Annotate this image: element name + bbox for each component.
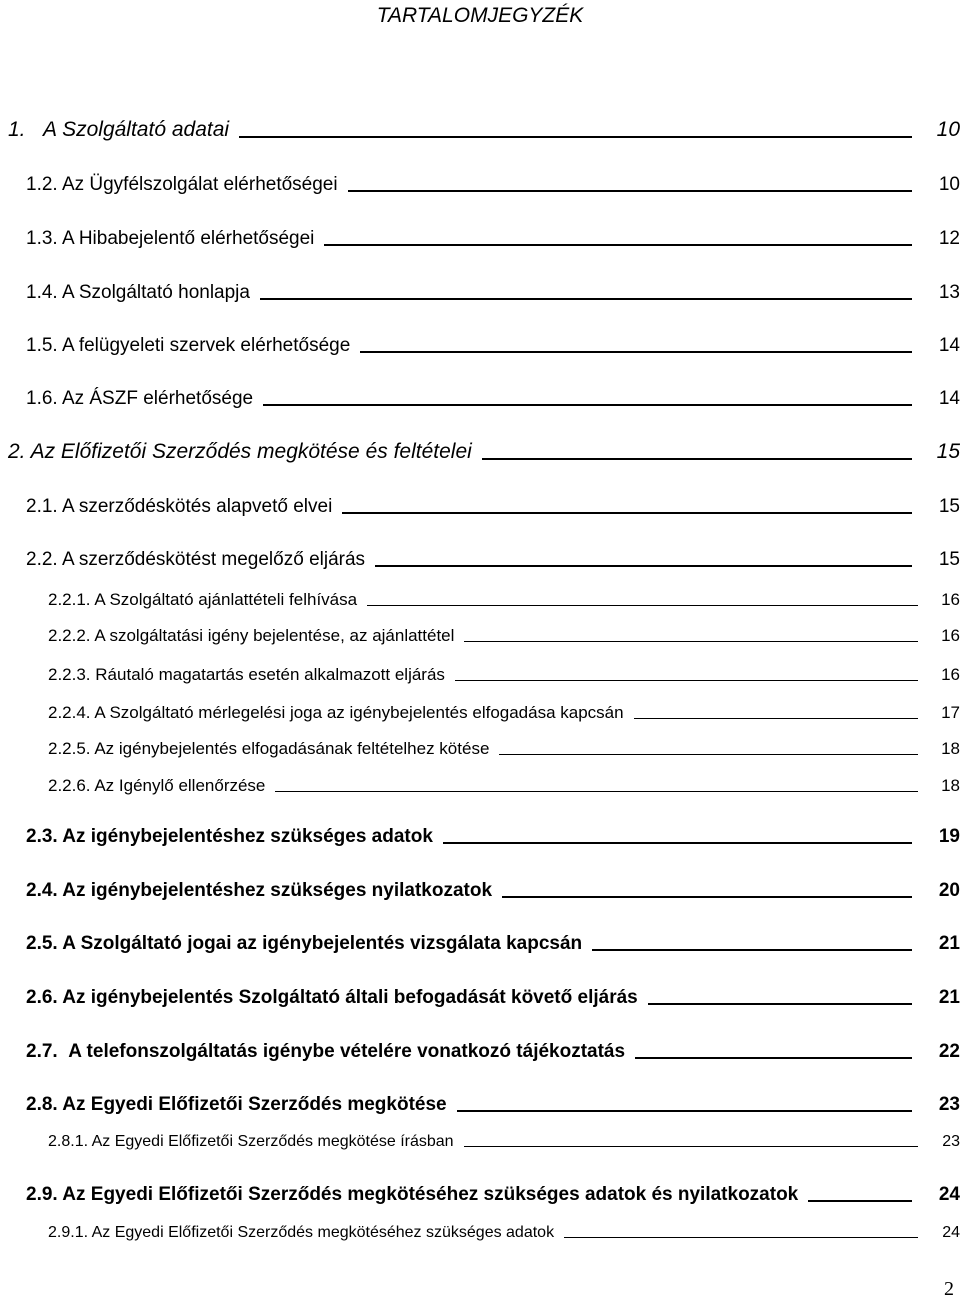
toc-entry[interactable]: [48, 703, 960, 723]
toc-entry-label: [48, 590, 357, 610]
toc-leader: [464, 641, 918, 642]
toc-entry[interactable]: [26, 880, 960, 902]
toc-page: 15: [936, 440, 960, 463]
toc-text: A telefonszolgáltatás igénybe vételére vonatkozó tájékoztatás: [68, 1041, 626, 1062]
toc-title: TARTALOMJEGYZÉK: [376, 4, 584, 27]
toc-leader: [634, 718, 918, 719]
toc-leader: [564, 1237, 918, 1238]
toc-text: Az igénybejelentés Szolgáltató általi befogadását követő eljárás: [62, 987, 638, 1008]
toc-leader: [275, 791, 918, 792]
toc-page: 10: [936, 118, 960, 141]
toc-leader: [375, 565, 912, 567]
toc-text: A Szolgáltató mérlegelési joga az igénybejelentés elfogadása kapcsán: [94, 703, 624, 722]
toc-text: Az igénybejelentés elfogadásának feltételhez kötése: [94, 739, 490, 758]
toc-text: A felügyeleti szervek elérhetősége: [61, 335, 351, 356]
toc-entry[interactable]: [48, 665, 960, 685]
toc-number: 2.6.: [26, 987, 58, 1008]
toc-number: 1.6.: [26, 388, 58, 409]
toc-page: 15: [938, 496, 960, 517]
toc-number: 2.2.4.: [48, 703, 91, 722]
toc-text: Ráutaló magatartás esetén alkalmazott eljárás: [95, 665, 445, 684]
toc-entry-label: [26, 549, 365, 571]
toc-leader: [348, 190, 912, 192]
toc-leader: [360, 351, 912, 353]
toc-entry[interactable]: [48, 739, 960, 759]
toc-entry[interactable]: [26, 496, 960, 518]
toc-entry-label: [48, 626, 454, 646]
toc-text: A szerződéskötést megelőző eljárás: [61, 549, 366, 570]
toc-leader: [464, 1146, 918, 1147]
toc-page: 10: [938, 174, 960, 195]
toc-leader: [457, 1110, 912, 1112]
toc-leader: [443, 842, 912, 844]
toc-page: 16: [941, 590, 960, 609]
toc-leader: [502, 896, 912, 898]
toc-number: 1.: [8, 118, 26, 141]
toc-entry-label: [48, 703, 624, 723]
toc-number: 1.5.: [26, 335, 58, 356]
toc-number: 2.9.1.: [48, 1224, 89, 1241]
toc-leader: [592, 949, 912, 951]
toc-page: 18: [941, 739, 960, 758]
toc-number: 2.2.5.: [48, 739, 91, 758]
toc-page: 20: [938, 880, 960, 901]
toc-entry[interactable]: [26, 933, 960, 955]
toc-page: 13: [938, 282, 960, 303]
toc-entry-label: [26, 826, 433, 848]
toc-number: 2.5.: [26, 933, 58, 954]
toc-entry[interactable]: [26, 388, 960, 410]
toc-page: 14: [938, 388, 960, 409]
toc-entry[interactable]: [48, 1224, 960, 1242]
toc-entry[interactable]: [26, 335, 960, 357]
toc-entry-label: [8, 440, 472, 464]
toc-leader: [324, 244, 912, 246]
toc-text: A Hibabejelentő elérhetőségei: [61, 228, 315, 249]
toc-number: 2.8.1.: [48, 1133, 89, 1150]
toc-page: 16: [941, 626, 960, 645]
toc-entry[interactable]: [26, 174, 960, 196]
toc-page: 14: [938, 335, 960, 356]
toc-number: 1.4.: [26, 282, 58, 303]
toc-text: Az Egyedi Előfizetői Szerződés megkötéséhez szükséges adatok: [91, 1224, 555, 1241]
toc-leader: [482, 458, 912, 460]
toc-text: A szerződéskötés alapvető elvei: [61, 496, 333, 517]
toc-number: 2.1.: [26, 496, 58, 517]
toc-entry[interactable]: [48, 1133, 960, 1151]
toc-entry[interactable]: [26, 1041, 960, 1063]
toc-page: 21: [938, 933, 960, 954]
toc-page: 24: [938, 1184, 960, 1205]
toc-leader: [260, 298, 912, 300]
toc-entry-label: [8, 118, 229, 142]
toc-leader: [808, 1200, 912, 1202]
toc-page: 23: [938, 1094, 960, 1115]
toc-number: 2.7.: [26, 1041, 58, 1062]
toc-page: 16: [941, 665, 960, 684]
toc-entry[interactable]: [26, 282, 960, 304]
toc-entry-label: [26, 1041, 625, 1063]
toc-number: 2.2.3.: [48, 665, 91, 684]
toc-text: A Szolgáltató ajánlattételi felhívása: [94, 590, 358, 609]
toc-entry-label: [48, 665, 445, 685]
toc-text: A Szolgáltató honlapja: [61, 282, 250, 303]
toc-page: 19: [938, 826, 960, 847]
toc-entry[interactable]: [26, 1184, 960, 1206]
toc-entry-label: [26, 388, 253, 410]
toc-number: 1.3.: [26, 228, 58, 249]
toc-leader: [239, 136, 912, 138]
toc-leader: [499, 754, 918, 755]
toc-text: Az Egyedi Előfizetői Szerződés megkötéséhez szükséges adatok és nyilatkozatok: [62, 1184, 799, 1205]
toc-page: 21: [938, 987, 960, 1008]
toc-text: Az Előfizetői Szerződés megkötése és feltételei: [30, 440, 472, 463]
toc-entry[interactable]: [26, 1094, 960, 1116]
toc-number: 2.8.: [26, 1094, 58, 1115]
toc-entry-label: [26, 1184, 798, 1206]
toc-entry-label: [26, 1094, 447, 1116]
toc-leader: [367, 605, 918, 606]
toc-text: Az igénybejelentéshez szükséges nyilatkozatok: [62, 880, 493, 901]
toc-entry-label: [26, 282, 250, 304]
toc-entry[interactable]: [26, 826, 960, 848]
toc-number: 2.4.: [26, 880, 58, 901]
toc-page: 24: [942, 1224, 960, 1241]
toc-entry[interactable]: [26, 228, 960, 250]
toc-number: 2.: [8, 440, 26, 463]
toc-number: 1.2.: [26, 174, 58, 195]
toc-text: Az Ügyfélszolgálat elérhetőségei: [61, 174, 338, 195]
page-number: 2: [944, 1278, 954, 1300]
toc-leader: [635, 1057, 912, 1059]
toc-page: 15: [938, 549, 960, 570]
toc-entry[interactable]: [8, 118, 960, 142]
toc-leader: [455, 680, 918, 681]
toc-page: 12: [938, 228, 960, 249]
toc-entry-label: [26, 174, 338, 196]
toc-text: A szolgáltatási igény bejelentése, az ajánlattétel: [94, 626, 455, 645]
toc-number: 2.2.1.: [48, 590, 91, 609]
toc-page: 23: [942, 1133, 960, 1150]
toc-entry-label: [26, 496, 332, 518]
toc-entry[interactable]: [48, 590, 960, 610]
toc-text: A Szolgáltató adatai: [43, 118, 230, 141]
toc-entry-label: [48, 1133, 454, 1151]
toc-entry-label: [48, 776, 265, 796]
toc-page: 17: [941, 703, 960, 722]
toc-entry-label: [26, 987, 638, 1009]
toc-entry[interactable]: [26, 549, 960, 571]
toc-entry-label: [48, 1224, 554, 1242]
toc-entry[interactable]: [26, 987, 960, 1009]
toc-leader: [648, 1003, 912, 1005]
toc-entry-label: [26, 880, 492, 902]
toc-entry-label: [26, 335, 350, 357]
toc-entry-label: [26, 228, 314, 250]
toc-text: Az ÁSZF elérhetősége: [61, 388, 254, 409]
toc-text: A Szolgáltató jogai az igénybejelentés vizsgálata kapcsán: [62, 933, 583, 954]
toc-text: Az igénybejelentéshez szükséges adatok: [62, 826, 433, 847]
toc-number: 2.3.: [26, 826, 58, 847]
toc-text: Az Igénylő ellenőrzése: [94, 776, 266, 795]
toc-leader: [342, 512, 912, 514]
toc-number: 2.9.: [26, 1184, 58, 1205]
toc-text: Az Egyedi Előfizetői Szerződés megkötése írásban: [91, 1133, 454, 1150]
toc-leader: [263, 404, 912, 406]
toc-text: Az Egyedi Előfizetői Szerződés megkötése: [62, 1094, 447, 1115]
toc-entry[interactable]: [48, 626, 960, 646]
toc-number: 2.2.: [26, 549, 58, 570]
toc-page: 18: [941, 776, 960, 795]
toc-page: 22: [938, 1041, 960, 1062]
toc-entry-label: [48, 739, 489, 759]
toc-number: 2.2.6.: [48, 776, 91, 795]
toc-entry[interactable]: [48, 776, 960, 796]
toc-entry-label: [26, 933, 582, 955]
toc-number: 2.2.2.: [48, 626, 91, 645]
toc-entry[interactable]: [8, 440, 960, 464]
